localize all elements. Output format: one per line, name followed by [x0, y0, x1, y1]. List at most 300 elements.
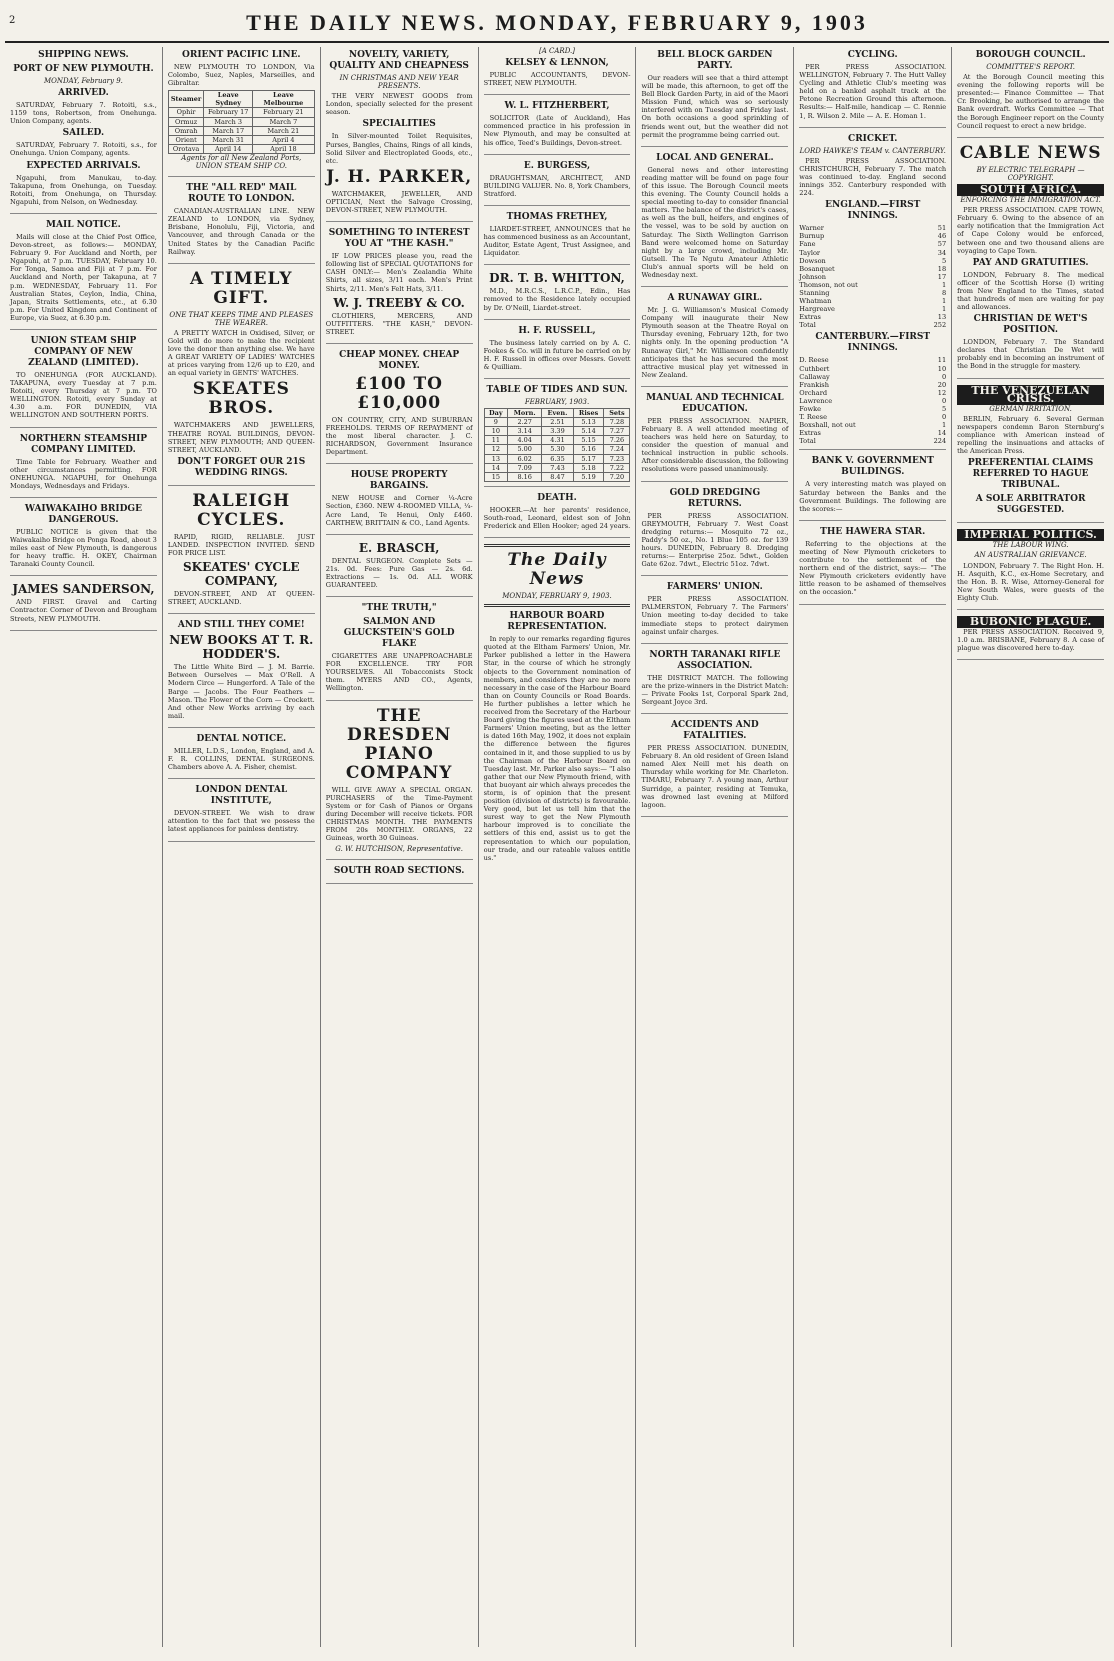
batsman-runs: 0: [941, 372, 947, 381]
sanderson-ad: [10, 582, 157, 630]
tide-row: [484, 472, 630, 481]
skeates-heading: SKEATES BROS.: [192, 379, 290, 419]
gift-text: A PRETTY WATCH in Oxidised, Silver, or Gold will do more to make the recipient love the donor than anything else. We have A GREAT VARIETY OF LADIES' WATCHES at prices varying from 12/6 up to £20, and an equal variety in GENTS' WATCHES.: [167, 328, 315, 378]
batsman-runs: 1: [941, 297, 947, 306]
local-heading: LOCAL AND GENERAL.: [656, 152, 774, 163]
frethey-text: LIARDET-STREET, ANNOUNCES that he has commenced business as an Accountant, Auditor, Estate Agent, Trust Assignee, and Liquidator.: [483, 224, 631, 258]
batsman-name: Whatman: [799, 297, 832, 306]
africa-sub: ENFORCING THE IMMIGRATION ACT.: [960, 196, 1101, 205]
batsman-runs: 1: [941, 421, 947, 430]
brasch-text: DENTAL SURGEON. Complete Sets — 21s. 0d. Fees: Pure Gas — 2s. 6d. Extractions — 1s. 0d. ALL WORK GUARANTEED.: [325, 556, 473, 589]
tide-cell: 2.51: [542, 418, 573, 427]
manual-education-article: [641, 393, 788, 482]
burgess-card: [484, 161, 631, 206]
tide-cell: 2.27: [508, 418, 542, 427]
schedule-cell: March 31: [204, 135, 253, 144]
tides-grid: [484, 408, 631, 482]
tide-cell: 3.14: [508, 427, 542, 436]
accidents-article: [641, 720, 788, 817]
allred-heading: THE "ALL RED" MAIL ROUTE TO LONDON.: [186, 183, 297, 205]
tide-cell: 5.15: [573, 436, 604, 445]
schedule-row: [168, 126, 314, 135]
tide-cell: 12: [484, 445, 508, 454]
death-notice: [484, 493, 631, 538]
dresden-signature: G. W. HUTCHISON, Representative.: [335, 845, 464, 854]
orient-text: NEW PLYMOUTH TO LONDON, Via Colombo, Suez, Naples, Marseilles, and Gibraltar.: [167, 63, 315, 88]
dental-text: MILLER, L.D.S., London, England, and A. F. R. COLLINS, DENTAL SURGEONS. Chambers above A. A. Fisher, chemist.: [167, 746, 315, 772]
batsman-name: Warner: [799, 224, 824, 233]
batsman-runs: 11: [937, 356, 947, 365]
manual-heading: MANUAL AND TECHNICAL EDUCATION.: [646, 392, 784, 414]
tide-row: [484, 463, 630, 472]
bellblock-heading: BELL BLOCK GARDEN PARTY.: [657, 50, 773, 71]
skeates-text: WATCHMAKERS AND JEWELLERS, THEATRE ROYAL BUILDINGS, DEVON-STREET, NEW PLYMOUTH; AND QUEEN-STREET, AUCKLAND.: [167, 421, 315, 454]
rifle-text: THE DISTRICT MATCH. The following are the prize-winners in the District Match:— Private Fooks 1st, Corporal Spark 2nd, Sergeant Joyce 3rd.: [641, 673, 789, 706]
tide-header: Morn.: [508, 409, 542, 418]
arrived-heading: ARRIVED.: [58, 88, 109, 99]
plague-article: [957, 616, 1104, 660]
tide-cell: 7.27: [604, 427, 630, 436]
pay-heading: PAY AND GRATUITIES.: [972, 257, 1089, 268]
score-row: [799, 305, 946, 313]
tide-cell: 7.43: [542, 463, 573, 472]
gift-heading: A TIMELY GIFT.: [190, 268, 293, 308]
institute-heading: LONDON DENTAL INSTITUTE,: [195, 785, 288, 807]
tide-cell: 11: [484, 436, 508, 445]
score-row: [799, 240, 946, 248]
batsman-name: Fane: [799, 240, 816, 249]
tide-cell: 5.14: [573, 427, 604, 436]
tide-cell: 8.16: [508, 472, 542, 481]
specialities-text: In Silver-mounted Toilet Requisites, Purses, Bangles, Chains, Rings of all kinds, Solid Silver and Electroplated Goods, etc., etc.: [325, 132, 473, 165]
nameplate: The Daily News: [507, 550, 607, 590]
score-row: [799, 429, 946, 437]
local-text: General news and other interesting reading matter will be found on page four of this issue. The Borough Council meets this evening. The County Council holds a special meeting to-day to consider financial matters. The balance of the district's cases, as well as the bull, heifers, and engines of the vessel, was to be sold by auction on Saturday. The Sixth Wellington Garrison Band were welcomed home on Saturday night by a large crowd, including Mr. Gutsell. The Te Ngutu Amateur Athletic Club's annual sports will be held on Wednesday next.: [641, 165, 789, 279]
tide-cell: 7.09: [508, 463, 542, 472]
batsman-runs: 14: [937, 429, 947, 438]
tide-cell: 5.18: [573, 463, 604, 472]
score-row: [799, 224, 946, 232]
score-row: [799, 356, 946, 364]
dresden-ad: [326, 707, 473, 861]
bridge-text: PUBLIC NOTICE is given that the Waiwakaiho Bridge on Ponga Road, about 3 miles east of New Plymouth, is dangerous for heavy traffic. H. OKEY, Chairman Taranaki County Council.: [10, 527, 157, 569]
tide-cell: 6.02: [508, 454, 542, 463]
arrived-text: SATURDAY, February 7. Rotoiti, s.s., 1159 tons, Robertson, from Onehunga. Union Company, agents.: [10, 101, 157, 126]
tides-sub: FEBRUARY, 1903.: [524, 397, 590, 406]
schedule-cell: April 4: [253, 135, 315, 144]
plague-heading: BUBONIC PLAGUE.: [957, 616, 1104, 628]
editorial-text: In reply to our remarks regarding figures quoted at the Eltham Farmers' Union, Mr. Parker published a letter in the Hawera Star, in the course of which he strongly objects to the Government nomination of members, and considers they are no more necessary in the case of the Harbour Board than on County Councils or Road Boards. He further publishes a letter which he received from the Secretary of the Harbour Board giving the figures used at the Eltham Farmers' Union meeting, but as the letter is dated 16th May, 1902, it does not explain the difference between the figures contained in it, and those supplied to us by the Chairman of the Harbour Board on Tuesday last. Mr. Parker also says:— "I also gather that our New Plymouth friend, with that buoyant air which always precedes the storm, is of opinion that the present position (division of districts) is favourable. Very good, but let us tell him that the surest way to get the New Plymouth harbour improved is to conciliate the settlers of this end, assist us to get the representation to which our population, our trade, and our rateable values entitle us.": [483, 635, 631, 862]
dewet-text: LONDON, February 7. The Standard declares that Christian De Wet will probably end in becoming an instrument of the Bond in the struggle for mastery.: [957, 338, 1105, 371]
schedule-cell: February 17: [204, 108, 253, 117]
road-heading: SOUTH ROAD SECTIONS.: [333, 866, 465, 877]
batsman-runs: 34: [937, 248, 947, 257]
schedule-header: Leave Sydney: [204, 91, 253, 108]
bank-match-article: [799, 456, 946, 520]
raleigh-heading: RALEIGH CYCLES.: [192, 490, 291, 530]
tide-cell: 4.31: [542, 436, 573, 445]
batsman-name: Bosanquet: [799, 264, 835, 273]
sailed-text: SATURDAY, February 7. Rotoiti, s.s., for Onehunga. Union Company, agents.: [10, 141, 157, 158]
parker-heading: J. H. PARKER,: [326, 166, 473, 187]
schedule-cell: Omrah: [168, 126, 203, 135]
score-row: [799, 281, 946, 289]
bridge-heading: WAIWAKAIHO BRIDGE DANGEROUS.: [24, 503, 142, 525]
council-heading: BOROUGH COUNCIL.: [975, 50, 1086, 60]
truth-heading: "THE TRUTH,": [361, 603, 437, 614]
tide-cell: 7.28: [604, 418, 630, 427]
editorial-date: MONDAY, FEBRUARY 9, 1903.: [502, 592, 612, 601]
column-3: [321, 47, 479, 1647]
death-heading: DEATH.: [537, 492, 577, 503]
schedule-cell: February 21: [253, 108, 315, 117]
imperial-text: LONDON, February 7. The Right Hon. H. H. Asquith, K.C., ex-Home Secretary, and the Hon. B. R. Wise, Attorney-General for New South Wales, were guests of the Eighty Club.: [957, 561, 1105, 602]
score-row: [799, 257, 946, 265]
novelty-heading: NOVELTY, VARIETY, QUALITY AND CHEAPNESS: [329, 50, 469, 71]
tides-table: [484, 385, 631, 487]
score-row: [799, 373, 946, 381]
sailed-heading: SAILED.: [62, 128, 105, 139]
plague-text: PER PRESS ASSOCIATION. Received 9, 1.0 a.m. BRISBANE, February 8. A case of plague was discovered here to-day.: [957, 628, 1105, 653]
tide-header: Sets: [604, 409, 630, 418]
books-heading: NEW BOOKS AT T. R. HODDER'S.: [169, 633, 314, 662]
tide-header: Rises: [573, 409, 604, 418]
accidents-heading: ACCIDENTS AND FATALITIES.: [670, 720, 759, 742]
batsman-name: Stanning: [799, 288, 830, 297]
newspaper-page: [5, 5, 1109, 1651]
batsman-runs: 0: [941, 413, 947, 422]
arbitrator-heading: A SOLE ARBITRATOR SUGGESTED.: [975, 494, 1086, 516]
schedule-cell: March 17: [204, 126, 253, 135]
hawera-heading: THE HAWERA STAR.: [820, 526, 926, 537]
tide-cell: 7.26: [604, 436, 630, 445]
score-row: [799, 289, 946, 297]
gold-dredging-article: [641, 488, 788, 577]
death-text: HOOKER.—At her parents' residence, South-road, Leonard, eldest son of John Frederick and Ellen Hooker; aged 24 years.: [483, 505, 631, 530]
russell-card: [484, 326, 631, 379]
burgess-heading: E. BURGESS,: [523, 160, 591, 171]
canterbury-total: [799, 437, 946, 445]
all-red-route-ad: [168, 183, 315, 264]
england-heading: ENGLAND.—FIRST INNINGS.: [825, 200, 921, 222]
score-row: [799, 405, 946, 413]
score-row: [799, 297, 946, 305]
dresden-text: WILL GIVE AWAY A SPECIAL ORGAN. PURCHASERS of the Time-Payment System or for Cash of Pianos or Organs during December will receive tickets. FOR CHRISTMAS MONTH. THE PAYMENTS FROM 20s MONTHLY. ORGANS, 22 Guineas, worth 30 Guineas.: [325, 785, 473, 843]
score-row: [799, 413, 946, 421]
cable-news-heading: CABLE NEWS: [959, 142, 1102, 163]
fitzherbert-card: [484, 101, 631, 154]
batsman-runs: 1: [941, 305, 947, 314]
brasch-ad: [326, 541, 473, 597]
dresden-heading: THE DRESDEN PIANO COMPANY: [345, 705, 453, 783]
schedule-cell: March 7: [253, 117, 315, 126]
batsman-runs: 1: [941, 280, 947, 289]
score-row: [799, 397, 946, 405]
orient-agents: Agents for all New Zealand Ports, UNION STEAM SHIP CO.: [181, 153, 302, 171]
tide-cell: 6.35: [542, 454, 573, 463]
whitton-card: [484, 271, 631, 319]
tide-header: Even.: [542, 409, 573, 418]
council-sub: COMMITTEE'S REPORT.: [986, 63, 1075, 71]
kash-text: IF LOW PRICES please you, read the following list of SPECIAL QUOTATIONS for CASH ONLY:— Men's Zealandia White Shirts, all sizes, 3/11 each. Men's Print Shirts, 2/11. Men's Felt Hats, 3/11.: [325, 252, 473, 293]
batsman-name: Extras: [799, 429, 821, 438]
tide-cell: 5.16: [573, 445, 604, 454]
column-2: [163, 47, 321, 1647]
money-amount: £100 TO £10,000: [355, 373, 443, 413]
tide-row: [484, 427, 630, 436]
property-heading: HOUSE PROPERTY BARGAINS.: [350, 470, 448, 492]
score-row: [799, 265, 946, 273]
schedule-cell: Ormuz: [168, 117, 203, 126]
treeby-text: CLOTHIERS, MERCERS, AND OUTFITTERS. "THE KASH," DEVON-STREET.: [325, 311, 473, 336]
canterbury-heading: CANTERBURY.—FIRST INNINGS.: [815, 332, 931, 354]
batsman-name: Callaway: [799, 372, 830, 381]
page-number: 2: [9, 15, 16, 26]
venezuela-text: BERLIN, February 6. Several German newspapers condemn Baron Sternburg's compliance with American instead of repelling the insinuations and attacks of the American Press.: [957, 414, 1105, 456]
batsman-runs: 51: [937, 224, 947, 233]
schedule-cell: April 18: [253, 144, 315, 153]
batsman-name: Extras: [799, 313, 821, 322]
schedule-cell: March 3: [204, 117, 253, 126]
batsman-runs: 57: [937, 240, 947, 249]
dental-notice: [168, 734, 315, 779]
brasch-heading: E. BRASCH,: [358, 540, 440, 555]
batsman-name: Orchard: [799, 388, 828, 397]
novelty-text: THE VERY NEWEST GOODS from London, specially selected for the present season.: [325, 92, 473, 117]
pay-text: LONDON, February 8. The medical officer of the Scottish Horse (I) writing from New England to the Times, stated that hundreds of men are waiting for pay and allowances.: [957, 270, 1105, 312]
page-title: THE DAILY NEWS. MONDAY, FEBRUARY 9, 1903: [246, 10, 868, 35]
flake-text: CIGARETTES ARE UNAPPROACHABLE FOR EXCELLENCE. TRY FOR YOURSELVES. All Tobacconists Stock them. MYERS AND CO., Agents, Wellington.: [325, 652, 473, 693]
batsman-name: Hargreave: [799, 305, 835, 314]
batsman-name: D. Reese: [799, 356, 829, 365]
accidents-text: PER PRESS ASSOCIATION. DUNEDIN, February 8. An old resident of Green Island named Alex Neill met his death on Thursday while working for Mr. Charleton. TIMARU, February 7. A young man, Arthur Surridge, a painter, residing at Temuka, was drowned last evening at Milford lagoon.: [641, 744, 789, 809]
mail-text: Mails will close at the Chief Post Office, Devon-street, as follows:— MONDAY, February 9. For Auckland and North, per Ngapuhi, at 7 p.m. TUESDAY, February 10. For Tonga, Samoa and Fiji at 7 p.m. For Auckland and North, per Takapuna, at 7 p.m. WEDNESDAY, February 11. For Australian States, Ceylon, India, China, Japan, Straits Settlements, etc., at 6.30 p.m. For United Kingdom and Continent of Europe, via Suez, at 6.30 p.m.: [10, 232, 157, 322]
fitz-heading: W. L. FITZHERBERT,: [504, 101, 610, 112]
books-text: The Little White Bird — J. M. Barrie. Between Ourselves — Max O'Rell. A Modern Circe — Hungerford. A Tale of the Barge — Jacobs. The Four Feathers — Mason. The Flower of the Corn — Crockett. And other New Works arriving by each mail.: [167, 663, 315, 720]
claims-heading: PREFERENTIAL CLAIMS REFERRED TO HAGUE TRIBUNAL.: [967, 458, 1094, 491]
tide-cell: 5.13: [573, 418, 604, 427]
batsman-name: Burnup: [799, 232, 825, 241]
union-heading: UNION STEAM SHIP COMPANY OF NEW ZEALAND (LIMITED).: [28, 335, 139, 368]
schedule-row: [168, 135, 314, 144]
canterbury-scores: [799, 356, 946, 437]
cheap-money-ad: [326, 350, 473, 464]
raleigh-ad: [168, 492, 315, 614]
kelsey-text: PUBLIC ACCOUNTANTS, DEVON-STREET, NEW PLYMOUTH.: [483, 71, 631, 88]
dewet-heading: CHRISTIAN DE WET'S POSITION.: [973, 314, 1088, 336]
northern-steamship-ad: [10, 434, 157, 498]
tide-cell: 10: [484, 427, 508, 436]
south-africa-article: [957, 184, 1104, 379]
northern-text: Time Table for February. Weather and other circumstances permitting. FOR ONEHUNGA. NGAPUHI, for Onehunga Mondays, Wednesdays and Fridays.: [10, 457, 157, 490]
column-5: [636, 47, 794, 1647]
africa-heading: SOUTH AFRICA.: [957, 184, 1104, 196]
schedule-cell: April 14: [204, 144, 253, 153]
tide-header: Day: [484, 409, 508, 418]
batsman-runs: 8: [941, 288, 947, 297]
england-scores: [799, 224, 946, 321]
road-sections-ad: [326, 866, 473, 884]
whitton-heading: DR. T. B. WHITTON,: [489, 271, 625, 286]
score-row: [799, 381, 946, 389]
bridge-notice: [10, 504, 157, 576]
venezuela-sub: GERMAN IRRITATION.: [989, 404, 1072, 413]
expected-heading: EXPECTED ARRIVALS.: [26, 160, 141, 171]
runaway-text: Mr. J. G. Williamson's Musical Comedy Company will inaugurate their New Plymouth season at the Theatre Royal on Thursday evening, February 12th, for two nights only. In the opening production "A Runaway Girl," Mr. Williamson confidently anticipates that he has secured the most attractive musical play yet witnessed in New Zealand.: [641, 306, 789, 379]
columns: [5, 47, 1109, 1647]
timely-gift-ad: [168, 270, 315, 486]
books-ad: [168, 620, 315, 728]
frethey-card: [484, 212, 631, 265]
allred-text: CANADIAN-AUSTRALIAN LINE. NEW ZEALAND to LONDON, via Sydney, Brisbane, Honolulu, Fiji, Victoria, and Vancouver, and through Canada or the United States by the Canadian Pacific Railway.: [167, 207, 315, 256]
runaway-girl-article: [641, 293, 788, 387]
runaway-heading: A RUNAWAY GIRL.: [667, 293, 763, 304]
tide-cell: 13: [484, 454, 508, 463]
tide-row: [484, 436, 630, 445]
masthead: [5, 5, 1109, 43]
gold-text: PER PRESS ASSOCIATION. GREYMOUTH, February 7. West Coast dredging returns:— Mosquito 72 oz., Paddy's 50 oz., No. 1 Blue 105 oz. for 139 hours. DUNEDIN, February 8. Dredging returns:— Enterprise 25oz. 5dwt., Golden Gate 62oz. 7dwt., Electric 51oz. 7dwt.: [641, 511, 789, 569]
card-label: [A CARD.]: [539, 47, 576, 55]
gold-flake-ad: [326, 603, 473, 700]
batsman-runs: 17: [937, 272, 947, 281]
rings-heading: DON'T FORGET OUR 21S WEDDING RINGS.: [177, 456, 306, 478]
northern-heading: NORTHERN STEAMSHIP COMPANY LIMITED.: [19, 433, 148, 455]
frethey-heading: THOMAS FRETHEY,: [506, 211, 608, 222]
batsman-runs: 10: [937, 364, 947, 373]
union-steamship-ad: [10, 336, 157, 428]
property-ad: [326, 470, 473, 534]
batsman-runs: 46: [937, 232, 947, 241]
bank-text: A very interesting match was played on Saturday between the Banks and the Government Buildings. The following are the scores:—: [799, 480, 947, 513]
hawera-text: Referring to the objections at the meeting of New Plymouth cricketers to contribute to the settlement of the northern end of the district, says:— "The New Plymouth cricketers evidently have little reason to be ashamed of themselves on the occasion.": [799, 539, 947, 597]
venezuela-heading: THE VENEZUELAN CRISIS.: [957, 385, 1104, 405]
total-value: 224: [933, 437, 947, 446]
tide-cell: 7.24: [604, 445, 630, 454]
parker-text: WATCHMAKER, JEWELLER, AND OPTICIAN, Next the Salvage Crossing, DEVON-STREET, NEW PLYMOUTH.: [325, 189, 473, 215]
council-text: At the Borough Council meeting this evening the following reports will be presented:— Finance Committee — That Cr. Brooking, be authorised to arrange the Bank overdraft. Works Committee — That the Borough Engineer report on the County Council request to erect a new bridge.: [957, 73, 1105, 130]
tide-cell: 4.04: [508, 436, 542, 445]
tide-cell: 7.22: [604, 463, 630, 472]
column-7: [952, 47, 1109, 1647]
farmers-text: PER PRESS ASSOCIATION. PALMERSTON, February 7. The Farmers' Union meeting to-day decided to take immediate steps to protect dairymen against unfair charges.: [641, 595, 789, 636]
dental-heading: DENTAL NOTICE.: [196, 733, 287, 744]
schedule-header: Leave Melbourne: [253, 91, 315, 108]
schedule-row: [168, 108, 314, 117]
farmers-heading: FARMERS' UNION.: [666, 582, 763, 593]
batsman-name: Taylor: [799, 248, 821, 257]
date-line: MONDAY, February 9.: [43, 77, 123, 85]
bank-heading: BANK V. GOVERNMENT BUILDINGS.: [811, 456, 934, 478]
cycling-heading: CYCLING.: [847, 50, 898, 60]
tides-heading: TABLE OF TIDES AND SUN.: [486, 384, 628, 395]
russell-text: The business lately carried on by A. C. Fookes & Co. will in future be carried on by H. F. Russell in offices over Messrs. Govett & Quilliam.: [483, 338, 631, 371]
tide-row: [484, 418, 630, 427]
local-general-article: [641, 153, 788, 287]
raleigh-text: RAPID, RIGID, RELIABLE. JUST LANDED. INSPECTION INVITED. SEND FOR PRICE LIST.: [167, 532, 315, 557]
treeby-heading: W. J. TREEBY & CO.: [333, 295, 465, 310]
kelsey-heading: KELSEY & LENNON,: [505, 58, 609, 69]
union-text: TO ONEHUNGA (FOR AUCKLAND). TAKAPUNA, every Tuesday at 7 p.m. Rotoiti, every Thursday at 7 p.m. TO WELLINGTON. Rotoiti, every Sunday at 4.30 a.m. FOR DUNEDIN, VIA WELLINGTON AND SOUTHERN PORTS.: [10, 370, 157, 420]
kash-heading: SOMETHING TO INTEREST YOU AT "THE KASH.": [328, 228, 470, 250]
column-6: [794, 47, 952, 1647]
cycling-text: PER PRESS ASSOCIATION. WELLINGTON, February 7. The Hutt Valley Cycling and Athletic Club's meeting was held on a banked asphalt track at the Petone Recreation Ground this afternoon. Results:— Half-mile, handicap — C. Rennie 1, R. Wilson 2. Mile — A. E. Homan 1.: [799, 63, 947, 120]
tide-cell: 15: [484, 472, 508, 481]
batsman-name: Boxshall, not out: [799, 421, 856, 430]
money-text: ON COUNTRY, CITY, AND SUBURBAN FREEHOLDS. TERMS OF REPAYMENT of the most liberal character. J. C. RICHARDSON, Government Insurance Department.: [325, 415, 473, 457]
score-row: [799, 232, 946, 240]
tide-cell: 3.39: [542, 427, 573, 436]
total-value: 252: [933, 321, 947, 330]
batsman-runs: 20: [937, 380, 947, 389]
tide-cell: 5.17: [573, 454, 604, 463]
schedule-cell: Orient: [168, 135, 203, 144]
tide-cell: 7.20: [604, 472, 630, 481]
africa-text: PER PRESS ASSOCIATION. CAPE TOWN, February 6. Owing to the absence of an early notification that the Immigration Act of Cape Colony would be enforced, between one and two thousand aliens are voyaging to Cape Town.: [957, 206, 1105, 255]
schedule-row: [168, 144, 314, 153]
cycle-text: DEVON-STREET, AND AT QUEEN-STREET, AUCKLAND.: [167, 590, 315, 607]
total-label: Total: [799, 321, 816, 330]
batsman-name: Johnson: [799, 272, 827, 281]
sailing-schedule: [168, 90, 315, 154]
imperial-sub: THE LABOUR WING.: [992, 541, 1069, 550]
money-heading: CHEAP MONEY. CHEAP MONEY.: [339, 349, 460, 371]
score-row: [799, 249, 946, 257]
cricket-article: [799, 134, 946, 451]
cycle-heading: SKEATES' CYCLE COMPANY,: [183, 560, 300, 589]
novelty-ad: [326, 50, 473, 222]
schedule-row: [168, 117, 314, 126]
batsman-name: Fowke: [799, 405, 822, 413]
editorial-heading: HARBOUR BOARD REPRESENTATION.: [507, 611, 607, 633]
orient-heading: ORIENT PACIFIC LINE.: [182, 50, 301, 60]
batsman-name: Lawrence: [799, 396, 833, 405]
tide-row: [484, 445, 630, 454]
manual-text: PER PRESS ASSOCIATION. NAPIER, February 8. A well attended meeting of teachers was held here on Saturday, to consider the question of manual and technical instruction in public schools. After considerable discussion, the following resolutions were passed unanimously.: [641, 416, 789, 474]
batsman-name: Thomson, not out: [799, 280, 858, 289]
schedule-header: Steamer: [168, 91, 203, 108]
column-1: [5, 47, 163, 1647]
schedule-cell: Orotava: [168, 144, 203, 153]
batsman-runs: 13: [937, 313, 947, 322]
imperial-politics-article: [957, 529, 1104, 610]
cycling-article: [799, 50, 946, 128]
bell-block-article: [641, 50, 788, 147]
batsman-name: Frankish: [799, 380, 829, 389]
england-total: [799, 321, 946, 329]
cricket-sub: LORD HAWKE'S TEAM v. CANTERBURY.: [799, 146, 946, 155]
section-heading: SHIPPING NEWS.: [38, 50, 129, 60]
score-row: [799, 389, 946, 397]
rifle-heading: NORTH TARANAKI RIFLE ASSOCIATION.: [649, 649, 781, 671]
venezuela-article: [957, 385, 1104, 524]
whitton-text: M.D., M.R.C.S., L.R.C.P., Edin., Has removed to the Residence lately occupied by Dr. O'Neill, Liardet-street.: [483, 287, 631, 312]
institute-text: DEVON-STREET. We wish to draw attention to the fact that we possess the latest appliances for painless dentistry.: [167, 809, 315, 834]
kash-ad: [326, 228, 473, 344]
cricket-heading: CRICKET.: [848, 133, 898, 144]
rifle-association-article: [641, 650, 788, 714]
sanderson-heading: JAMES SANDERSON,: [12, 582, 155, 597]
batsman-runs: 5: [941, 405, 947, 413]
hawera-star-article: [799, 527, 946, 605]
port-heading: PORT OF NEW PLYMOUTH.: [13, 64, 154, 74]
novelty-sub: IN CHRISTMAS AND NEW YEAR PRESENTS.: [339, 74, 459, 91]
batsman-name: T. Reese: [799, 413, 827, 422]
bellblock-text: Our readers will see that a third attempt will be made, this afternoon, to get off the Bell Block Garden Party, in aid of the Maori Mission Fund, which was so seriously interfered with on Tuesday and Friday last. On both occasions a good sprinkling of friends went out, but the weather did not permit the programme being carried out.: [641, 74, 789, 139]
imperial-heading: IMPERIAL POLITICS.: [957, 529, 1104, 541]
score-row: [799, 273, 946, 281]
cable-news-sub: BY ELECTRIC TELEGRAPH — COPYRIGHT.: [976, 165, 1085, 182]
sanderson-text: AND FIRST. Gravel and Carting Contractor. Corner of Devon and Brougham Streets, NEW PLYMOUTH.: [10, 598, 157, 623]
